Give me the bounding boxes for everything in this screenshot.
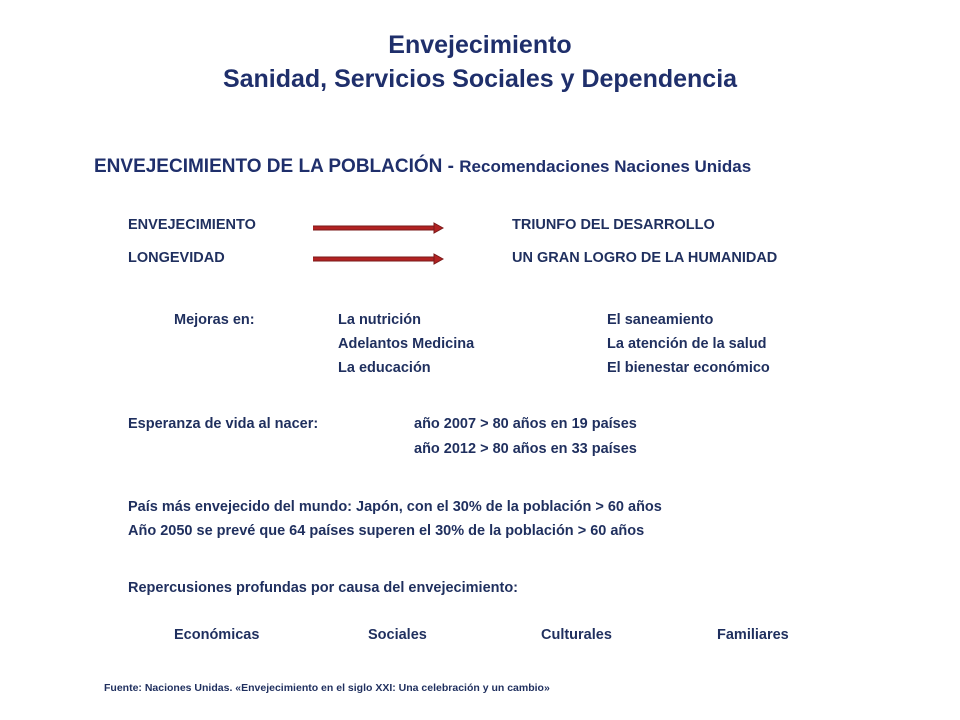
repercussion-item: Sociales xyxy=(368,627,427,643)
repercussion-item: Económicas xyxy=(174,627,260,643)
section-heading-sub: Recomendaciones Naciones Unidas xyxy=(459,157,752,176)
improvement-item: El bienestar económico xyxy=(607,360,770,376)
arrow-row-2-left: LONGEVIDAD xyxy=(128,250,225,266)
arrow-row-2-right: UN GRAN LOGRO DE LA HUMANIDAD xyxy=(512,250,778,266)
section-heading-main: ENVEJECIMIENTO DE LA POBLACIÓN - xyxy=(94,156,460,177)
aging-fact: País más envejecido del mundo: Japón, con el 30% de la población > 60 años xyxy=(128,499,662,515)
slide-title xyxy=(0,28,960,96)
improvement-item: El saneamiento xyxy=(607,312,714,328)
repercussions-heading: Repercusiones profundas por causa del envejecimiento: xyxy=(128,580,518,596)
arrow-right-icon xyxy=(312,222,444,234)
section-heading xyxy=(94,156,751,178)
arrow-right-icon xyxy=(312,253,444,265)
improvements-label: Mejoras en: xyxy=(174,312,255,328)
repercussion-item: Familiares xyxy=(717,627,789,643)
life-expectancy-line: año 2012 > 80 años en 33 países xyxy=(414,441,637,457)
improvement-item: La educación xyxy=(338,360,431,376)
title-line-1: Envejecimiento xyxy=(388,31,572,59)
repercussion-item: Culturales xyxy=(541,627,612,643)
improvement-item: La atención de la salud xyxy=(607,336,767,352)
life-expectancy-line: año 2007 > 80 años en 19 países xyxy=(414,416,637,432)
improvement-item: Adelantos Medicina xyxy=(338,336,475,352)
source-note: Fuente: Naciones Unidas. «Envejecimiento en el siglo XXI: Una celebración y un cambio» xyxy=(104,682,550,694)
aging-fact: Año 2050 se prevé que 64 países superen el 30% de la población > 60 años xyxy=(128,523,645,539)
arrow-row-1-right: TRIUNFO DEL DESARROLLO xyxy=(512,217,715,233)
arrow-row-1-left: ENVEJECIMIENTO xyxy=(128,217,256,233)
title-line-2: Sanidad, Servicios Sociales y Dependencia xyxy=(222,65,738,93)
life-expectancy-label: Esperanza de vida al nacer: xyxy=(128,416,319,432)
improvement-item: La nutrición xyxy=(338,312,421,328)
